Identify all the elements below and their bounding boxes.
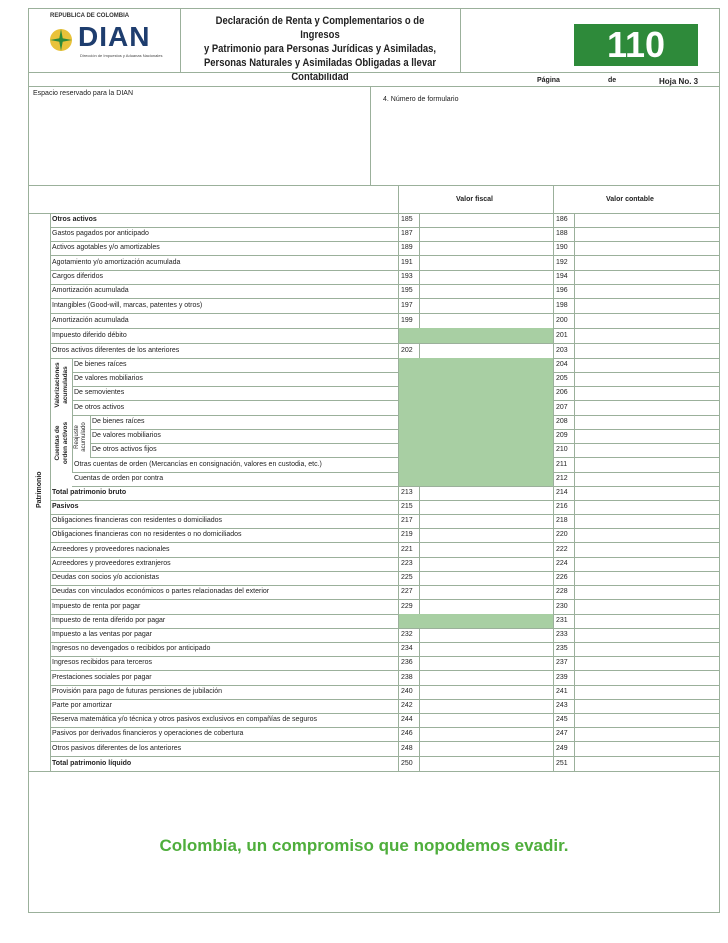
contable-value-field[interactable]	[554, 571, 719, 585]
table-row	[0, 227, 728, 241]
contable-box-number: 231	[556, 617, 568, 624]
form-number-badge: 110	[574, 24, 698, 66]
contable-box-number: 237	[556, 659, 568, 666]
form-title-line1: Declaración de Renta y Complementarios o de Ingresos	[215, 15, 425, 41]
fiscal-box-number: 229	[401, 602, 413, 610]
row-label: Acreedores y proveedores nacionales	[52, 545, 170, 553]
fiscal-box-number: 215	[401, 503, 413, 510]
table-row	[0, 358, 728, 372]
fiscal-box-number: 223	[401, 560, 413, 567]
contable-box-number: 241	[556, 688, 568, 695]
contable-box-number: 245	[556, 716, 568, 723]
section-label-patrimonio: Patrimonio	[36, 471, 43, 508]
contable-value-field[interactable]	[554, 756, 719, 771]
contable-box-number: 247	[556, 730, 568, 737]
contable-value-field[interactable]	[554, 213, 719, 227]
row-label: De otros activos fijos	[92, 446, 157, 453]
table-row	[0, 713, 728, 727]
fiscal-box-number: 217	[401, 517, 413, 524]
fiscal-box-number: 185	[401, 216, 413, 223]
row-label: Otras cuentas de orden (Mercancías en consignación, valores en custodia, etc.)	[74, 460, 322, 468]
fiscal-value-field[interactable]	[399, 213, 553, 227]
column-header-fiscal: Valor fiscal	[456, 196, 493, 203]
row-label: Reserva matemática y/o técnica y otros pasivos exclusivos en compañías de seguros	[52, 716, 317, 723]
table-row	[0, 628, 728, 642]
reserved-label: Espacio reservado para la DIAN	[33, 90, 133, 97]
section-label-valorizaciones: Valorizaciones acumuladas	[54, 362, 69, 408]
fiscal-box-number: 232	[401, 631, 413, 638]
of-label: de	[608, 77, 617, 84]
fiscal-value-field	[399, 472, 553, 486]
contable-box-number: 218	[556, 517, 568, 524]
contable-value-field[interactable]	[554, 372, 719, 386]
contable-box-number: 239	[556, 673, 568, 681]
contable-box-number: 194	[556, 273, 568, 280]
contable-value-field[interactable]	[554, 400, 719, 415]
row-label: De otros activos	[74, 403, 125, 411]
contable-value-field[interactable]	[554, 386, 719, 400]
fiscal-box-number: 240	[401, 688, 413, 695]
fiscal-value-field	[399, 400, 553, 415]
row-label: Deudas con socios y/o accionistas	[52, 574, 159, 581]
table-row	[0, 298, 728, 313]
contable-value-field[interactable]	[554, 415, 719, 429]
row-label: De valores mobiliarios	[92, 432, 161, 439]
contable-box-number: 200	[556, 316, 568, 324]
fiscal-value-field[interactable]	[399, 343, 553, 358]
contable-box-number: 214	[556, 489, 568, 496]
fiscal-value-field[interactable]	[399, 727, 553, 741]
contable-box-number: 196	[556, 287, 568, 294]
contable-value-field[interactable]	[554, 642, 719, 656]
row-label: De bienes raíces	[92, 418, 145, 425]
contable-value-field[interactable]	[554, 241, 719, 255]
fiscal-box-number: 248	[401, 744, 413, 752]
contable-box-number: 212	[556, 475, 568, 482]
row-label: Provisión para pago de futuras pensiones de jubilación	[52, 688, 223, 695]
fiscal-value-field[interactable]	[399, 642, 553, 656]
fiscal-value-field[interactable]	[399, 656, 553, 670]
fiscal-value-field	[399, 386, 553, 400]
table-row	[0, 213, 728, 227]
contable-value-field[interactable]	[554, 328, 719, 343]
fiscal-box-number: 202	[401, 346, 413, 354]
contable-value-field[interactable]	[554, 670, 719, 685]
row-label: Intangibles (Good-will, marcas, patentes y otros)	[52, 301, 203, 309]
fiscal-value-field[interactable]	[399, 571, 553, 585]
table-row	[0, 514, 728, 528]
row-label: Acreedores y proveedores extranjeros	[52, 560, 171, 567]
fiscal-value-field[interactable]	[399, 585, 553, 599]
fiscal-value-field[interactable]	[399, 557, 553, 571]
contable-value-field[interactable]	[554, 599, 719, 614]
table-row	[0, 699, 728, 713]
table-row	[0, 343, 728, 358]
fiscal-box-number: 221	[401, 545, 413, 553]
fiscal-value-field[interactable]	[399, 227, 553, 241]
contable-value-field[interactable]	[554, 685, 719, 699]
contable-box-number: 249	[556, 744, 568, 752]
fiscal-box-number: 187	[401, 230, 413, 237]
row-label: Cargos diferidos	[52, 273, 103, 280]
contable-value-field[interactable]	[554, 500, 719, 514]
row-label: Gastos pagados por anticipado	[52, 230, 149, 237]
fiscal-box-number: 191	[401, 258, 413, 266]
contable-box-number: 207	[556, 403, 568, 411]
table-row	[0, 429, 728, 443]
fiscal-box-number: 213	[401, 489, 413, 496]
contable-value-field[interactable]	[554, 727, 719, 741]
fiscal-value-field	[399, 415, 553, 429]
fiscal-value-field	[399, 358, 553, 372]
form-number-field[interactable]	[371, 108, 719, 184]
contable-box-number: 203	[556, 346, 568, 354]
table-row	[0, 756, 728, 771]
table-row	[0, 642, 728, 656]
row-label: Activos agotables y/o amortizables	[52, 244, 160, 251]
table-row	[0, 614, 728, 628]
contable-box-number: 222	[556, 545, 568, 553]
table-row	[0, 415, 728, 429]
contable-box-number: 186	[556, 216, 568, 223]
table-row	[0, 557, 728, 571]
row-label: Otros pasivos diferentes de los anteriores	[52, 744, 182, 752]
fiscal-box-number: 234	[401, 645, 413, 652]
row-label: Deudas con vinculados económicos o partes relacionadas del exterior	[52, 588, 270, 595]
contable-value-field[interactable]	[554, 741, 719, 756]
row-label: Parte por amortizar	[52, 702, 112, 709]
row-label: Total patrimonio bruto	[52, 489, 127, 496]
fiscal-box-number: 189	[401, 244, 413, 251]
fiscal-value-field[interactable]	[399, 599, 553, 614]
table-row	[0, 685, 728, 699]
contable-box-number: 188	[556, 230, 568, 237]
fiscal-value-field[interactable]	[399, 270, 553, 284]
contable-box-number: 204	[556, 361, 568, 368]
table-row	[0, 486, 728, 500]
dian-emblem-icon	[48, 24, 74, 56]
row-label: Ingresos recibidos para terceros	[52, 659, 152, 666]
fiscal-value-field[interactable]	[399, 528, 553, 542]
section-label-cuentas-orden: Cuentas de orden activos	[54, 421, 69, 465]
table-row	[0, 599, 728, 614]
contable-value-field[interactable]	[554, 472, 719, 486]
row-label: Impuesto de renta por pagar	[52, 602, 141, 610]
row-label: Cuentas de orden por contra	[74, 475, 164, 482]
contable-value-field[interactable]	[554, 270, 719, 284]
contable-box-number: 233	[556, 631, 568, 638]
fiscal-value-field	[399, 457, 553, 472]
contable-box-number: 243	[556, 702, 568, 709]
republic-label: REPUBLICA DE COLOMBIA	[50, 13, 130, 19]
fiscal-box-number: 197	[401, 301, 413, 309]
contable-box-number: 198	[556, 301, 568, 309]
fiscal-value-field	[399, 614, 553, 628]
contable-value-field[interactable]	[554, 429, 719, 443]
row-label: Amortización acumulada	[52, 287, 129, 294]
fiscal-value-field[interactable]	[399, 298, 553, 313]
fiscal-box-number: 236	[401, 659, 413, 666]
row-label: Amortización acumulada	[52, 316, 129, 324]
fiscal-value-field[interactable]	[399, 699, 553, 713]
contable-value-field[interactable]	[554, 457, 719, 472]
row-label: De semovientes	[74, 389, 125, 396]
row-label: Otros activos	[52, 216, 97, 223]
fiscal-value-field[interactable]	[399, 741, 553, 756]
fiscal-box-number: 219	[401, 531, 413, 538]
contable-value-field[interactable]	[554, 313, 719, 328]
table-row	[0, 386, 728, 400]
fiscal-box-number: 195	[401, 287, 413, 294]
contable-value-field[interactable]	[554, 255, 719, 270]
fiscal-value-field	[399, 372, 553, 386]
contable-box-number: 235	[556, 645, 568, 652]
row-label: Impuesto a las ventas por pagar	[52, 631, 153, 638]
fiscal-box-number: 199	[401, 316, 413, 324]
table-row	[0, 457, 728, 472]
contable-value-field[interactable]	[554, 284, 719, 298]
dian-logo-text: DIAN	[78, 21, 151, 52]
table-row	[0, 284, 728, 298]
contable-box-number: 206	[556, 389, 568, 396]
fiscal-value-field[interactable]	[399, 313, 553, 328]
row-label: Obligaciones financieras con no residentes o no domiciliados	[52, 531, 242, 538]
fiscal-box-number: 225	[401, 574, 413, 581]
form-title-line2: y Patrimonio para Personas Jurídicas y Asimiladas,	[203, 43, 437, 55]
fiscal-box-number: 242	[401, 702, 413, 709]
fiscal-value-field[interactable]	[399, 685, 553, 699]
table-row	[0, 400, 728, 415]
fiscal-value-field[interactable]	[399, 500, 553, 514]
tagline: Colombia, un compromiso que nopodemos evadir.	[159, 836, 569, 855]
contable-value-field[interactable]	[554, 614, 719, 628]
row-label: Total patrimonio líquido	[52, 759, 132, 767]
table-row	[0, 528, 728, 542]
contable-value-field[interactable]	[554, 514, 719, 528]
fiscal-box-number: 244	[401, 716, 413, 723]
table-row	[0, 472, 728, 486]
row-label: Otros activos diferentes de los anteriores	[52, 346, 180, 354]
row-label: Prestaciones sociales por pagar	[52, 673, 152, 681]
contable-box-number: 192	[556, 258, 568, 266]
contable-value-field[interactable]	[554, 557, 719, 571]
page-label: Página	[537, 77, 560, 84]
contable-value-field[interactable]	[554, 713, 719, 727]
fiscal-value-field	[399, 443, 553, 457]
table-row	[0, 585, 728, 599]
fiscal-value-field[interactable]	[399, 670, 553, 685]
contable-box-number: 216	[556, 503, 568, 510]
contable-box-number: 226	[556, 574, 568, 581]
row-label: De valores mobiliarios	[74, 375, 143, 382]
fiscal-box-number: 227	[401, 588, 413, 595]
contable-box-number: 220	[556, 531, 568, 538]
dian-logo	[48, 22, 168, 62]
table-row	[0, 255, 728, 270]
contable-value-field[interactable]	[554, 486, 719, 500]
row-label: Obligaciones financieras con residentes o domiciliados	[52, 517, 223, 524]
table-row	[0, 313, 728, 328]
row-label: Impuesto diferido débito	[52, 331, 127, 339]
contable-value-field[interactable]	[554, 343, 719, 358]
table-row	[0, 328, 728, 343]
row-label: Impuesto de renta diferido por pagar	[52, 617, 166, 624]
column-header-contable: Valor contable	[606, 196, 654, 203]
table-row	[0, 670, 728, 685]
form-title-line3: Personas Naturales y Asimiladas Obligadas a llevar Contabilidad	[203, 57, 437, 83]
fiscal-value-field[interactable]	[399, 628, 553, 642]
form-number-field-label: 4. Número de formulario	[383, 96, 459, 103]
fiscal-box-number: 250	[401, 759, 413, 767]
table-row	[0, 571, 728, 585]
fiscal-value-field[interactable]	[399, 241, 553, 255]
table-row	[0, 270, 728, 284]
fiscal-value-field[interactable]	[399, 284, 553, 298]
contable-value-field[interactable]	[554, 298, 719, 313]
table-row	[0, 741, 728, 756]
fiscal-box-number: 238	[401, 673, 413, 681]
fiscal-value-field[interactable]	[399, 255, 553, 270]
section-label-reajuste: Reajuste acumulado	[74, 422, 87, 452]
row-label: Pasivos	[52, 503, 79, 510]
fiscal-value-field	[399, 328, 553, 343]
contable-box-number: 228	[556, 588, 568, 595]
table-row	[0, 542, 728, 557]
row-label: Pasivos por derivados financieros y operaciones de cobertura	[52, 730, 244, 737]
contable-box-number: 251	[556, 759, 568, 767]
fiscal-box-number: 246	[401, 730, 413, 737]
fiscal-value-field[interactable]	[399, 713, 553, 727]
fiscal-box-number: 193	[401, 273, 413, 280]
contable-value-field[interactable]	[554, 628, 719, 642]
row-label: Agotamiento y/o amortización acumulada	[52, 258, 181, 266]
fiscal-value-field	[399, 429, 553, 443]
table-row	[0, 500, 728, 514]
contable-box-number: 211	[556, 460, 568, 468]
contable-box-number: 230	[556, 602, 568, 610]
contable-value-field[interactable]	[554, 699, 719, 713]
table-row	[0, 443, 728, 457]
contable-value-field[interactable]	[554, 443, 719, 457]
fiscal-value-field[interactable]	[399, 514, 553, 528]
dian-logo-subtext: Dirección de Impuestos y Aduanas Nacionales	[80, 53, 163, 58]
table-row	[0, 727, 728, 741]
contable-value-field[interactable]	[554, 542, 719, 557]
row-label: De bienes raíces	[74, 361, 127, 368]
contable-box-number: 190	[556, 244, 568, 251]
contable-box-number: 205	[556, 375, 568, 382]
contable-value-field[interactable]	[554, 528, 719, 542]
contable-box-number: 210	[556, 446, 568, 453]
sheet-label: Hoja No. 3	[659, 77, 699, 86]
table-row	[0, 656, 728, 670]
contable-box-number: 201	[556, 331, 568, 339]
contable-value-field[interactable]	[554, 656, 719, 670]
table-row	[0, 372, 728, 386]
fiscal-value-field[interactable]	[399, 756, 553, 771]
contable-box-number: 224	[556, 560, 568, 567]
contable-value-field[interactable]	[554, 585, 719, 599]
fiscal-value-field[interactable]	[399, 486, 553, 500]
contable-value-field[interactable]	[554, 227, 719, 241]
contable-value-field[interactable]	[554, 358, 719, 372]
contable-box-number: 208	[556, 418, 568, 425]
fiscal-value-field[interactable]	[399, 542, 553, 557]
row-label: Ingresos no devengados o recibidos por anticipado	[52, 645, 211, 652]
contable-box-number: 209	[556, 432, 568, 439]
table-row	[0, 241, 728, 255]
